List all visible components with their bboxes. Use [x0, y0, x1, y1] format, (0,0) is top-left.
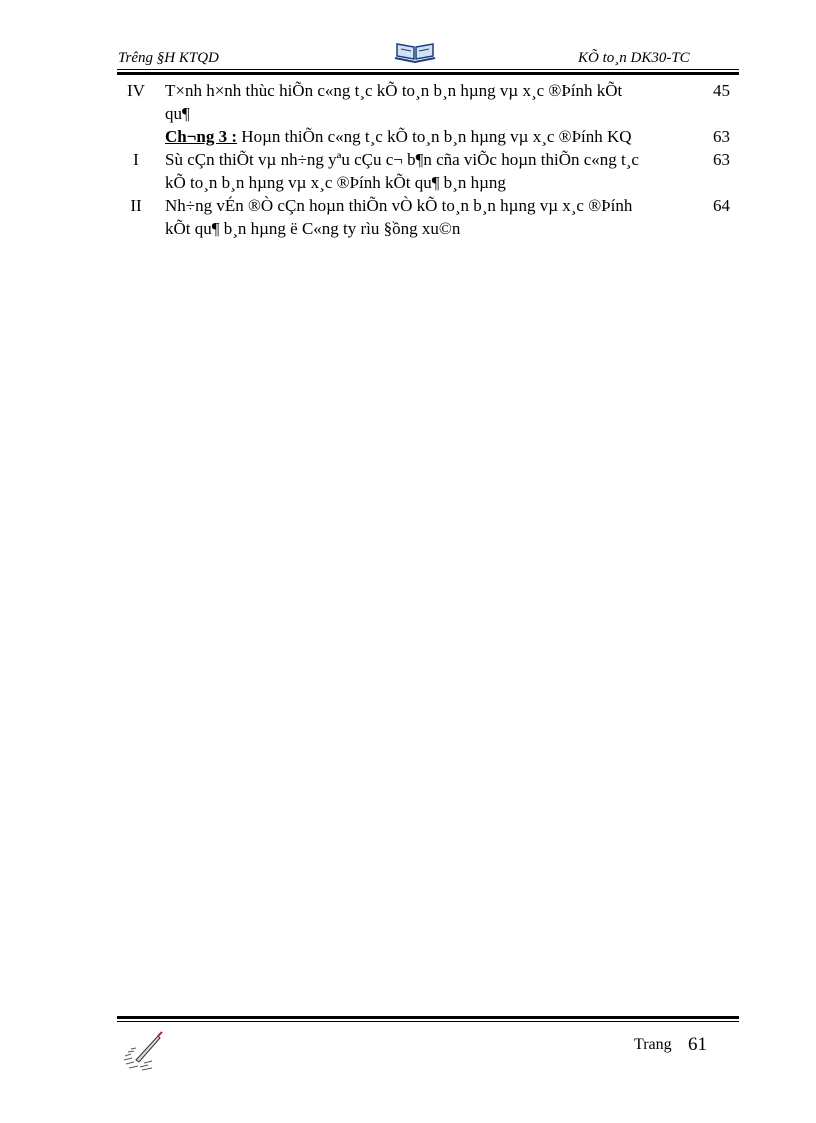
- header-rule-thin: [117, 69, 739, 70]
- quill-pen-icon: [122, 1030, 164, 1072]
- table-of-contents: [117, 79, 739, 240]
- footer-page-label: Trang: [634, 1036, 672, 1053]
- toc-entry-page: 63: [713, 150, 730, 169]
- toc-chapter-entry: [117, 125, 739, 148]
- toc-entry-title: [165, 79, 677, 125]
- footer-page-number: 61: [688, 1034, 707, 1055]
- toc-entry-title: [165, 148, 677, 194]
- footer-rule-thin: [117, 1021, 739, 1022]
- header-rule-thick: [117, 72, 739, 75]
- toc-entry-page: 45: [713, 81, 730, 100]
- toc-entry: [117, 79, 739, 125]
- toc-entry-page: 63: [713, 127, 730, 146]
- toc-entry: [117, 194, 739, 240]
- toc-entry-title-line: kÕ to¸n b¸n hµng vµ x¸c ®Þính kÕt qu¶ b¸n hµng: [165, 173, 506, 192]
- toc-entry-title-line: kÕt qu¶ b¸n hµng ë C«ng ty rìu §ồng xu©n: [165, 219, 461, 238]
- toc-entry-title-line: qu¶: [165, 104, 190, 123]
- toc-entry-title-line: Sù cÇn thiÕt vµ nh÷ng yªu cÇu c¬ b¶n cña viÕc hoµn thiÕn c«ng t¸c: [165, 150, 639, 169]
- toc-entry-number: II: [130, 196, 142, 215]
- toc-entry: [117, 148, 739, 194]
- header-left-text: Trêng §H KTQD: [118, 50, 219, 66]
- toc-entry-title: [165, 125, 677, 148]
- header-right-text: KÕ to¸n DK30-TC: [578, 50, 690, 66]
- toc-entry-title-line: [165, 125, 677, 148]
- footer-rule-thick: [117, 1016, 739, 1019]
- toc-entry-number: I: [133, 150, 139, 169]
- toc-entry-title: [165, 194, 677, 240]
- toc-entry-title-line: T×nh h×nh thùc hiÕn c«ng t¸c kÕ to¸n b¸n hµng vµ x¸c ®Þính kÕt: [165, 81, 623, 100]
- toc-entry-title-line: Nh÷ng vÉn ®Ò cÇn hoµn thiÕn vÒ kÕ to¸n b¸n hµng vµ x¸c ®Þính: [165, 196, 633, 215]
- toc-entry-page: 64: [713, 196, 730, 215]
- toc-entry-number: IV: [127, 81, 145, 100]
- book-icon: [393, 40, 437, 64]
- chapter-title: Hoµn thiÕn c«ng t¸c kÕ to¸n b¸n hµng vµ x¸c ®Þính KQ: [237, 127, 632, 146]
- chapter-label: Ch¬ng 3 :: [165, 127, 238, 146]
